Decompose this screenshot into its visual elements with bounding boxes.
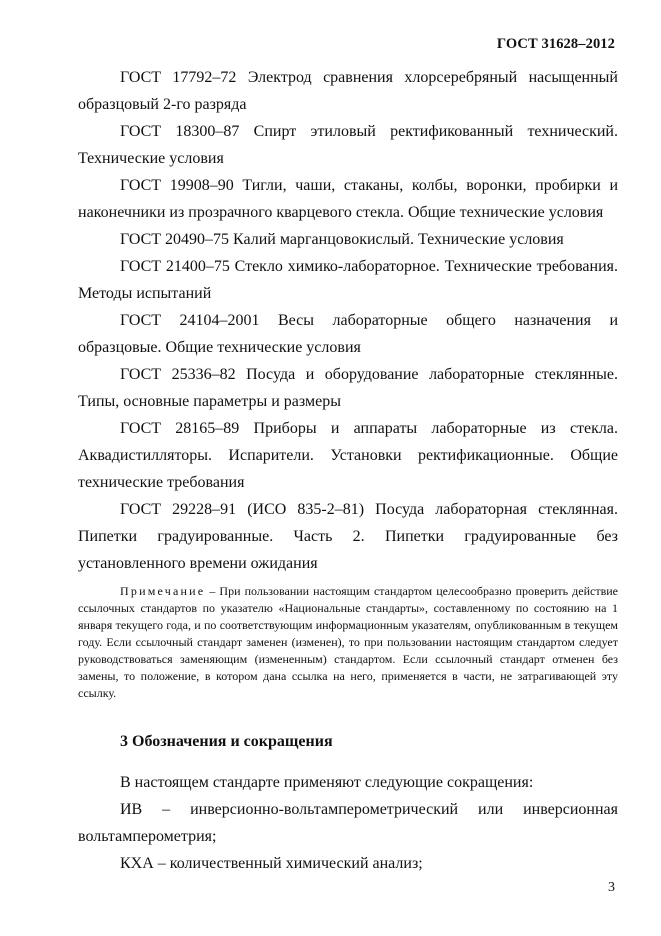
reference-gost-20490: ГОСТ 20490–75 Калий марганцовокислый. Технические условия (120, 231, 564, 248)
section-3-intro: В настоящем стандарте применяют следующие сокращения: (120, 774, 534, 791)
reference-gost-17792: ГОСТ 17792–72 Электрод сравнения хлорсеребряный насыщенный образцовый 2-го разряда (78, 69, 618, 113)
reference-gost-25336: ГОСТ 25336–82 Посуда и оборудование лабораторные стеклянные. Типы, основные параметры и размеры (78, 366, 618, 410)
abbreviation-kha: КХА – количественный химический анализ; (120, 855, 423, 872)
reference-gost-29228: ГОСТ 29228–91 (ИСО 835-2–81) Посуда лабораторная стеклянная. Пипетки градуированные. Часть 2. Пипетки градуированные без установленного времени ожидания (78, 501, 618, 572)
reference-gost-28165: ГОСТ 28165–89 Приборы и аппараты лабораторные из стекла. Аквадистилляторы. Испарители. Установки ректификационные. Общие технические требования (78, 420, 618, 491)
reference-gost-19908: ГОСТ 19908–90 Тигли, чаши, стаканы, колбы, воронки, пробирки и наконечники из прозрачного кварцевого стекла. Общие технические условия (78, 177, 618, 221)
note-text: – При пользовании настоящим стандартом целесообразно проверить действие ссылочных стандартов по указателю «Национальные стандарты», составленному по состоянию на 1 января текущего года, и по соответствующим информационным указателям, опубликованным в текущем году. Если ссылочный стандарт заменен (изменен), то при пользовании настоящим стандартом следует руководствоваться заменяющим (измененным) стандартом. Если ссылочный стандарт отменен без замены, то положение, в котором дана ссылка на него, применяется в части, не затрагивающей эту ссылку. (78, 584, 618, 700)
reference-gost-21400: ГОСТ 21400–75 Стекло химико-лабораторное. Технические требования. Методы испытаний (78, 258, 618, 302)
document-body (78, 64, 618, 877)
page-number: 3 (608, 880, 615, 895)
document-code-header: ГОСТ 31628–2012 (496, 36, 615, 52)
note-paragraph (78, 583, 618, 702)
section-3-title: 3 Обозначения и сокращения (120, 733, 333, 750)
reference-gost-24104: ГОСТ 24104–2001 Весы лабораторные общего назначения и образцовые. Общие технические условия (78, 312, 618, 356)
reference-gost-18300: ГОСТ 18300–87 Спирт этиловый ректификованный технический. Технические условия (78, 123, 618, 167)
abbreviation-iv: ИВ – инверсионно-вольтамперометрический или инверсионная вольтамперометрия; (78, 801, 618, 845)
note-label: Примечание (120, 584, 206, 598)
